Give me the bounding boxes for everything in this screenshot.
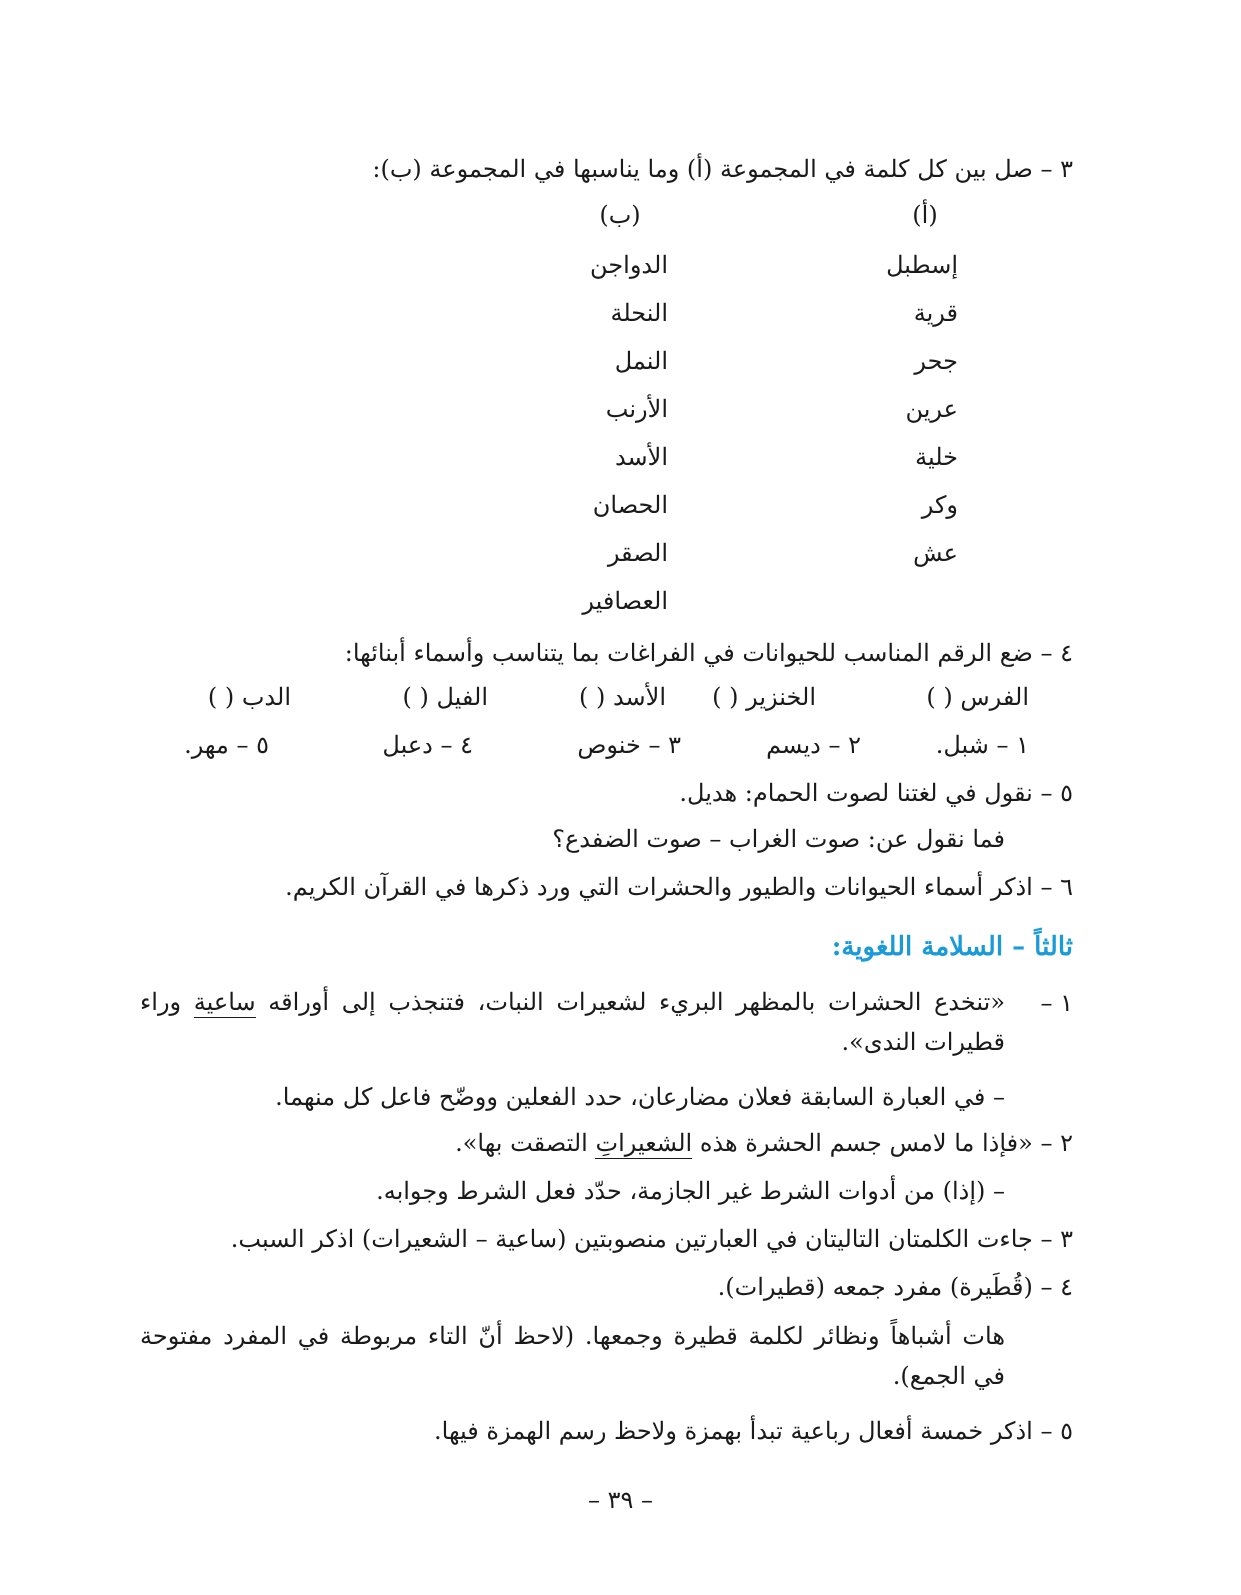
q4-instruction: ٤ – ضع الرقم المناسب للحيوانات في الفراغات بما يتناسب وأسماء أبنائها: <box>344 639 1073 667</box>
group-b-item: النمل <box>614 347 668 375</box>
section-heading: ثالثاً – السلامة اللغوية: <box>831 932 1073 962</box>
group-a-item: عش <box>913 539 958 567</box>
animal-item: الدب ( ) <box>207 683 291 711</box>
q6-instruction: ٦ – اذكر أسماء الحيوانات والطيور والحشرات التي ورد ذكرها في القرآن الكريم. <box>285 873 1073 901</box>
page-number: – ٣٩ – <box>587 1486 654 1514</box>
group-b-item: الأرنب <box>605 395 668 423</box>
s2-text-part-1: ٢ – «فإذا ما لامس جسم الحشرة هذه <box>692 1129 1073 1157</box>
s1-subquestion: – في العبارة السابقة فعلان مضارعان، حدد الفعلين ووضّح فاعل كل منهما. <box>275 1083 1005 1111</box>
baby-name-item: ٣ – خنوص <box>577 731 681 759</box>
s4-text: هات أشباهاً ونظائر لكلمة قطيرة وجمعها. (لاحظ أنّ التاء مربوطة في المفرد مفتوحة في الجمع). <box>140 1322 1005 1390</box>
group-b-item: الأسد <box>614 443 668 471</box>
group-b-item: الدواجن <box>590 251 668 279</box>
q3-instruction: ٣ – صل بين كل كلمة في المجموعة (أ) وما يناسبها في المجموعة (ب): <box>372 155 1073 183</box>
group-a-item: وكر <box>921 491 958 519</box>
group-b-item: الحصان <box>592 491 668 519</box>
baby-name-item: ٥ – مهر. <box>184 731 269 759</box>
s1-number: ١ – <box>1040 989 1073 1017</box>
group-b-header: (ب) <box>599 201 641 229</box>
animal-item: الفيل ( ) <box>402 683 488 711</box>
group-a-item: عرين <box>905 395 958 423</box>
q5-line-1: ٥ – نقول في لغتنا لصوت الحمام: هديل. <box>679 779 1073 807</box>
s2-underlined-word: الشعيراتِ <box>595 1129 693 1157</box>
group-b-item: النحلة <box>610 299 668 327</box>
s3-question: ٣ – جاءت الكلمتان التاليتان في العبارتين منصوبتين (ساعية – الشعيرات) اذكر السبب. <box>230 1225 1073 1253</box>
baby-name-item: ٤ – دعبل <box>382 731 473 759</box>
group-a-header: (أ) <box>912 201 938 229</box>
s1-quote <box>140 982 1005 1062</box>
baby-name-item: ٢ – ديسم <box>766 731 861 759</box>
group-a-item: قرية <box>913 299 958 327</box>
s4-question: ٤ – (قُطَيرة) مفرد جمعه (قطيرات). <box>717 1273 1073 1301</box>
animal-item: الأسد ( ) <box>578 683 666 711</box>
group-a-item: خلية <box>915 443 958 471</box>
group-a-item: جحر <box>914 347 958 375</box>
s2-text-part-2: التصقت بها». <box>455 1129 596 1157</box>
animal-item: الخنزير ( ) <box>712 683 816 711</box>
group-b-item: العصافير <box>582 587 668 615</box>
group-a-item: إسطبل <box>886 251 958 279</box>
baby-name-item: ١ – شبل. <box>935 731 1029 759</box>
s2-subquestion: – (إذا) من أدوات الشرط غير الجازمة، حدّد فعل الشرط وجوابه. <box>376 1177 1005 1205</box>
s2-quote <box>455 1126 1073 1160</box>
animal-item: الفرس ( ) <box>926 683 1029 711</box>
q5-line-2: فما نقول عن: صوت الغراب – صوت الضفدع؟ <box>552 825 1005 853</box>
s1-underlined-word: ساعية <box>193 988 256 1016</box>
group-b-item: الصقر <box>607 539 668 567</box>
s5-question: ٥ – اذكر خمسة أفعال رباعية تبدأ بهمزة ولاحظ رسم الهمزة فيها. <box>434 1417 1073 1445</box>
s1-text-part-1: «تنخدع الحشرات بالمظهر البريء لشعيرات النبات، فتنجذب إلى أوراقه <box>255 988 1005 1016</box>
s1-text-part-2: وراء قطيرات الندى». <box>140 988 1005 1056</box>
